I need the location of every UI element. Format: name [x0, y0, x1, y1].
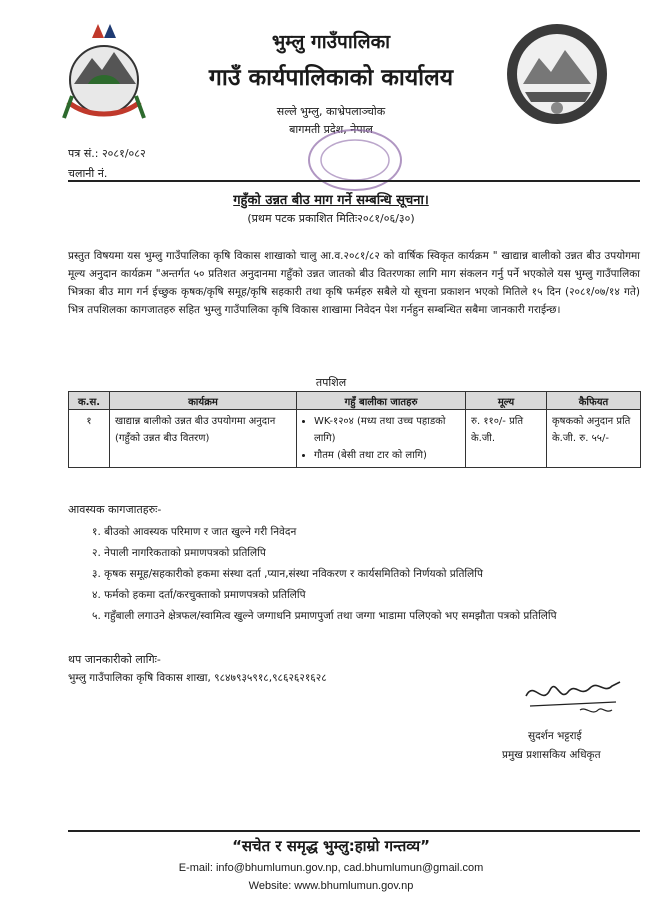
handwritten-signature — [520, 672, 625, 724]
list-item: ५. गहुँबाली लगाउने क्षेत्रफल/स्वामित्व खुल्ने जग्गाधनि प्रमाणपुर्जा तथा जग्गा भाडामा पलिएको भए समझौता पत्रको प्रतिलिपि — [92, 610, 557, 622]
col-header-remarks: कैफियत — [547, 392, 641, 410]
office-title: गाउँ कार्यपालिकाको कार्यालय — [208, 65, 454, 91]
col-header-varieties: गहुँ बालीका जातहरु — [297, 392, 466, 410]
notice-published-date: (प्रथम पटक प्रकाशित मितिः२०८१/०६/३०) — [247, 212, 415, 225]
list-item: ३. कृषक समूह/सहकारीको हकमा संस्था दर्ता ,प्यान,संस्था नविकरण र कार्यसमितिको निर्णयको प्रतिलिपि — [92, 568, 483, 580]
footer-email: E-mail: info@bhumlumun.gov.np, cad.bhumlumun@gmail.com — [178, 862, 484, 874]
footer-slogan: “सचेत र समृद्ध भुम्लु:हाम्रो गन्तव्य” — [232, 837, 430, 855]
documents-list — [92, 522, 632, 627]
schedule-caption: तपशिल — [315, 376, 347, 389]
cell-price: रु. ११०/- प्रति के.जी. — [466, 410, 547, 468]
reference-number: पत्र सं.: २०८१/०८२ — [68, 147, 146, 160]
variety-item: • WK-१२०४ (मध्य तथा उच्च पहाडको लागि) — [314, 413, 460, 447]
col-header-program: कार्यक्रम — [110, 392, 297, 410]
list-item: १. बीउको आवस्यक परिमाण र जात खुल्ने गरी निवेदन — [92, 526, 297, 538]
contact-line: भुम्लु गाउँपालिका कृषि विकास शाखा, ९८४७९३५९१८,९८६२६२१६२८ — [68, 672, 327, 684]
notice-title: गहुँको उन्नत बीउ माग गर्ने सम्बन्धि सूचना। — [233, 193, 429, 208]
col-header-price: मूल्य — [466, 392, 547, 410]
cell-program: खाद्यान्न बालीको उन्नत बीउ उपयोगमा अनुदान (गहुँको उन्नत बीउ वितरण) — [110, 410, 297, 468]
cell-remarks: कृषकको अनुदान प्रति के.जी. रु. ५५/- — [547, 410, 641, 468]
list-item: ४. फर्मको हकमा दर्ता/करचुक्ताको प्रमाणपत्रको प्रतिलिपि — [92, 589, 306, 601]
office-name: भुम्लु गाउँपालिका — [271, 31, 391, 53]
office-stamp — [305, 125, 405, 195]
col-header-sn: क.स. — [69, 392, 110, 410]
footer-website: Website: www.bhumlumun.gov.np — [248, 880, 414, 892]
schedule-table — [68, 391, 641, 468]
notice-body: प्रस्तुत विषयमा यस भुम्लु गाउँपालिका कृषि विकास शाखाको चालु आ.व.२०८१/८२ को वार्षिक स्विकृत कार्यक्रम " खाद्यान्न बालीको उन्नत बीउ उपयोगमा मूल्य अनुदान कार्यक्रम "अन्तर्गत ५० प्रतिशत अनुदानमा गहुँको उन्नत जातको बीउ वितरणका लागि माग संकलन गर्नु पर्ने भएकोले यस भुम्लु गाउँपालिका भित्रका बीउ माग गर्न ईच्छुक कृषक/कृषि समूह/कृषि सहकारी तथा कृषि फर्महरु सबैले यो सूचना प्रकाशन भएको मितिले १५ दिन (२०८१/०७/१४ गते) भित्र तपशिलका कागजातहरु सहित भुम्लु गाउँपालिका कृषि विकास शाखामा निवेदन पेश गर्नहुन सम्बन्धित सबैमा जानकारी गराईन्छ। — [68, 250, 640, 316]
contact-heading: थप जानकारीको लागिः- — [68, 653, 161, 666]
cell-varieties — [297, 410, 466, 468]
table-row — [69, 410, 641, 468]
variety-item: • गौतम (बेसी तथा टार को लागि) — [314, 447, 460, 464]
list-item: २. नेपाली नागरिकताको प्रमाणपत्रको प्रतिलिपि — [92, 547, 266, 559]
footer-divider — [68, 830, 640, 832]
address-line-1: सल्ले भुम्लु, काभ्रेपलाञ्चोक — [276, 105, 386, 118]
header-divider — [68, 180, 640, 182]
cell-sn: १ — [69, 410, 110, 468]
table-header-row — [69, 392, 641, 410]
address-line-2: बागमती प्रदेश, नेपाल — [289, 123, 373, 136]
dispatch-number: चलानी नं. — [68, 167, 108, 180]
documents-heading: आवस्यक कागजातहरुः- — [68, 503, 162, 516]
